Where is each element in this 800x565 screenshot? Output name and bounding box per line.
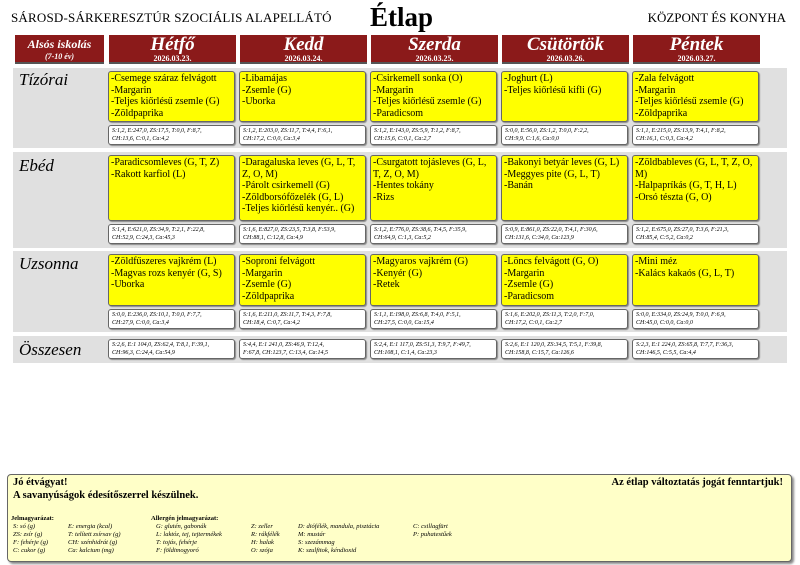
day-header-friday (633, 35, 760, 64)
nutrition-box: S:1,6, E:211,0, ZS:11,7, T:4,3, F:7,8, CH:18,4, C:0,7, Ca:4,2 (239, 309, 366, 329)
menu-box-friday-uzsonna: -Mini méz -Kalács kakaós (G, L, T) (632, 254, 759, 306)
day-date: 2026.03.25. (415, 54, 454, 63)
age-group-range: (7-10 év) (44, 52, 75, 61)
nutrition-box: S:0,0, E:56,0, ZS:1,2, T:0,0, F:2,2, CH:9,9, C:1,6, Ca:0,0 (501, 125, 628, 145)
footer-disclaimer: Az étlap változtatás jogát fenntartjuk! (611, 477, 783, 488)
menu-box-wednesday-ebed: -Csurgatott tojásleves (G, L, T, Z, O, M) -Hentes tokány -Rizs (370, 155, 497, 221)
total-label: Összesen (19, 340, 82, 359)
day-header-tuesday (240, 35, 367, 64)
footer-note: A savanyúságok édesítőszerrel készülnek. (13, 490, 199, 501)
legend-column: E: energia (kcal) T: telített zsírsav (g) CH: szénhidrát (g) Ca: kalcium (mg) (68, 523, 121, 554)
total-nutrition-box: S:2,4, E:1 117,0, ZS:51,3, T:9,7, F:49,7, CH:108,1, C:1,4, Ca:23,3 (370, 339, 497, 359)
total-nutrition-box: S:2,6, E:1 120,0, ZS:34,5, T:5,1, F:39,8, CH:158,8, C:15,7, Ca:126,6 (501, 339, 628, 359)
nutrition-box: S:1,2, E:203,0, ZS:11,7, T:4,4, F:6,1, CH:17,2, C:0,0, Ca:3,4 (239, 125, 366, 145)
meal-label: Uzsonna (19, 254, 79, 273)
page-header (0, 0, 800, 34)
footer-panel (7, 474, 792, 562)
nutrition-box: S:1,2, E:143,0, ZS:5,9, T:1,2, F:8,7, CH:15,6, C:0,1, Ca:2,7 (370, 125, 497, 145)
day-name: Hétfő (150, 34, 195, 55)
day-date: 2026.03.26. (546, 54, 585, 63)
organization-name: SÁROSD-SÁRKERESZTÚR SZOCIÁLIS ALAPELLÁTÓ (11, 10, 332, 25)
menu-box-tuesday-tizorai: -Libamájas -Zsemle (G) -Uborka (239, 71, 366, 122)
nutrition-box: S:1,1, E:198,0, ZS:6,8, T:4,0, F:5,1, CH:27,5, C:0,0, Ca:15,4 (370, 309, 497, 329)
age-group-header (15, 35, 104, 64)
menu-box-monday-uzsonna: -Zöldfűszeres vajkrém (L) -Magvas rozs kenyér (G, S) -Uborka (108, 254, 235, 306)
day-name: Csütörtök (526, 34, 605, 55)
nutrition-box: S:0,9, E:861,0, ZS:22,0, T:4,1, F:30,6, CH:131,6, C:34,0, Ca:123,9 (501, 224, 628, 244)
day-date: 2026.03.24. (284, 54, 323, 63)
legend-title: Jelmagyarázat: (11, 515, 54, 522)
total-nutrition-box: S:4,4, E:1 241,0, ZS:46,9, T:12,4, F:67,8, CH:123,7, C:13,4, Ca:14,5 (239, 339, 366, 359)
menu-box-tuesday-ebed: -Daragaluska leves (G, L, T, Z, O, M) -Párolt csirkemell (G) -Zöldborsófőzelék (G, L) -Teljes kiőrlésű kenyér.. (G) (239, 155, 366, 221)
day-name: Kedd (283, 34, 324, 55)
total-nutrition-box: S:2,3, E:1 224,0, ZS:65,8, T:7,7, F:36,3, CH:146,5, C:5,5, Ca:4,4 (632, 339, 759, 359)
menu-box-friday-ebed: -Zöldbableves (G, L, T, Z, O, M) -Halpapríkás (G, T, H, L) -Orsó tészta (G, O) (632, 155, 759, 221)
menu-box-monday-tizorai: -Csemege száraz felvágott -Margarin -Teljes kiőrlésű zsemle (G) -Zöldpaprika (108, 71, 235, 122)
day-header-wednesday (371, 35, 498, 64)
menu-box-wednesday-uzsonna: -Magyaros vajkrém (G) -Kenyér (G) -Retek (370, 254, 497, 306)
menu-box-thursday-tizorai: -Joghurt (L) -Teljes kiőrlésű kifli (G) (501, 71, 628, 122)
allergen-column: G: glutén, gabonák L: laktóz, tej, tejtermékek T: tojás, fehérje F: földimogyoró (156, 523, 222, 554)
page-title: Étlap (370, 2, 434, 32)
allergen-column: D: diófélék, mandula, pisztácia M: mustár S: szezámmag K: szulfitok, kéndioxid (298, 523, 380, 554)
nutrition-box: S:0,0, E:236,0, ZS:10,1, T:0,0, F:7,7, CH:27,9, C:0,0, Ca:3,4 (108, 309, 235, 329)
menu-box-friday-tizorai: -Zala felvágott -Margarin -Teljes kiőrlésű zsemle (G) -Zöldpaprika (632, 71, 759, 122)
day-date: 2026.03.23. (153, 54, 192, 63)
nutrition-box: S:1,2, E:247,0, ZS:17,5, T:0,0, F:8,7, CH:13,6, C:0,1, Ca:4,2 (108, 125, 235, 145)
meal-label: Ebéd (19, 156, 54, 175)
nutrition-box: S:1,2, E:776,0, ZS:38,6, T:4,5, F:35,9, CH:64,9, C:1,3, Ca:5,2 (370, 224, 497, 244)
legend-column: S: só (g) ZS: zsír (g) F: fehérje (g) C: cukor (g) (13, 523, 49, 554)
nutrition-box: S:1,4, E:621,0, ZS:34,9, T:2,1, F:22,8, CH:52,9, C:24,3, Ca:45,3 (108, 224, 235, 244)
footer-greeting: Jó étvágyat! (13, 477, 68, 488)
day-name: Szerda (408, 34, 461, 55)
nutrition-box: S:1,1, E:215,0, ZS:13,9, T:4,1, F:8,2, CH:16,1, C:0,3, Ca:4,2 (632, 125, 759, 145)
menu-box-monday-ebed: -Paradicsomleves (G, T, Z) -Rakott karfiol (L) (108, 155, 235, 221)
department-name: KÖZPONT ÉS KONYHA (647, 10, 786, 25)
nutrition-box: S:1,6, E:202,0, ZS:11,3, T:2,0, F:7,0, CH:17,2, C:0,1, Ca:2,7 (501, 309, 628, 329)
menu-box-wednesday-tizorai: -Csirkemell sonka (O) -Margarin -Teljes kiőrlésű zsemle (G) -Paradicsom (370, 71, 497, 122)
nutrition-box: S:1,2, E:675,0, ZS:27,0, T:3,6, F:21,3, CH:85,4, C:5,2, Ca:0,2 (632, 224, 759, 244)
meal-label: Tízórai (19, 70, 69, 89)
day-header-monday (109, 35, 236, 64)
day-header-thursday (502, 35, 629, 64)
menu-box-tuesday-uzsonna: -Soproni felvágott -Margarin -Zsemle (G) -Zöldpaprika (239, 254, 366, 306)
allergen-column: C: csillagfürt P: puhatestűek (413, 523, 452, 538)
age-group-label: Alsós iskolás (27, 37, 92, 51)
menu-box-thursday-uzsonna: -Löncs felvágott (G, O) -Margarin -Zsemle (G) -Paradicsom (501, 254, 628, 306)
nutrition-box: S:0,0, E:334,0, ZS:24,9, T:0,0, F:6,9, CH:45,0, C:0,0, Ca:0,0 (632, 309, 759, 329)
allergen-column: Z: zeller R: rákfélék H: halak O: szója (251, 523, 280, 554)
menu-box-thursday-ebed: -Bakonyi betyár leves (G, L) -Meggyes pite (G, L, T) -Banán (501, 155, 628, 221)
allergen-legend-title: Allergén jelmagyarázat: (151, 515, 219, 522)
nutrition-box: S:1,6, E:827,0, ZS:23,5, T:3,8, F:53,9, CH:88,1, C:12,8, Ca:4,9 (239, 224, 366, 244)
day-date: 2026.03.27. (677, 54, 716, 63)
total-nutrition-box: S:2,6, E:1 104,0, ZS:62,4, T:8,1, F:39,1, CH:96,3, C:24,4, Ca:54,9 (108, 339, 235, 359)
day-name: Péntek (669, 34, 724, 55)
